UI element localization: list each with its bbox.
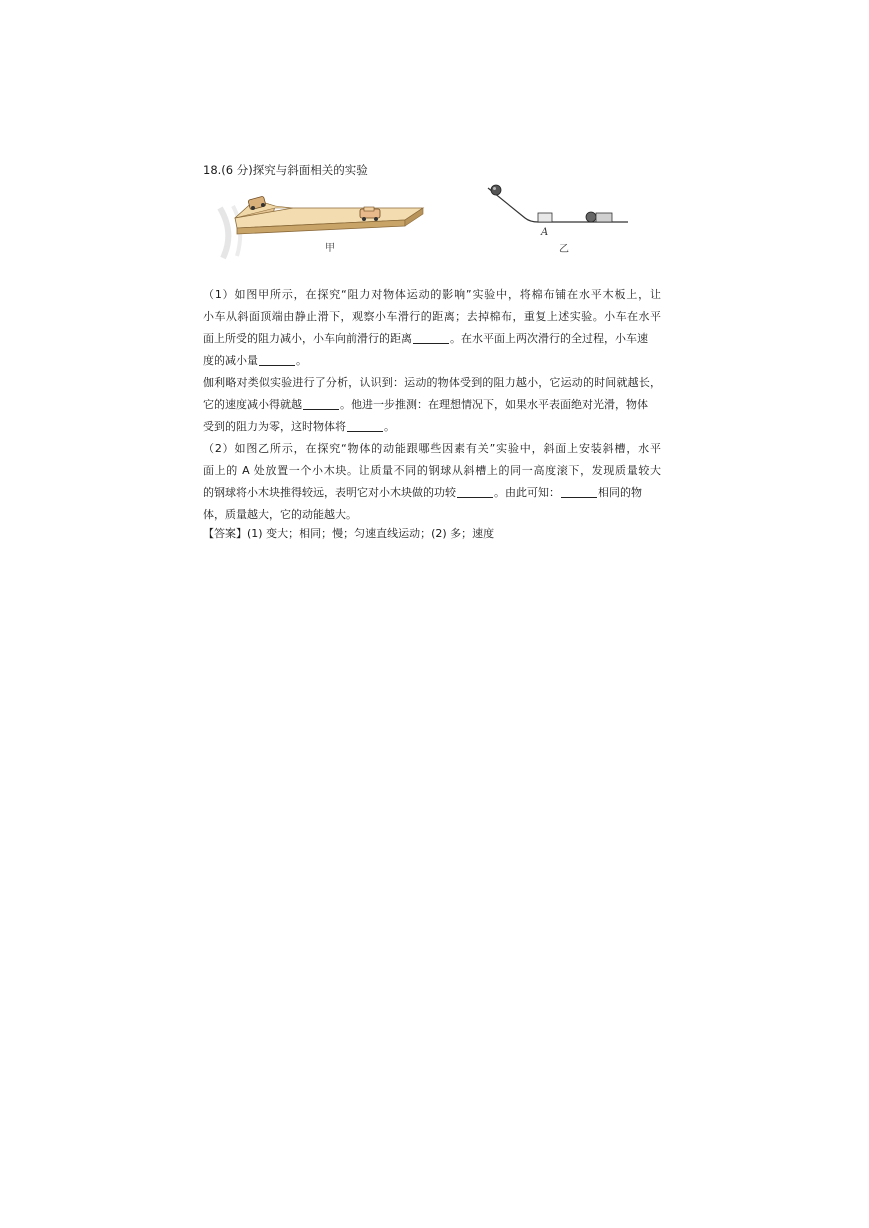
figure-jia bbox=[215, 178, 440, 260]
part2-line3-c: 相同的物 bbox=[598, 486, 642, 499]
ball-highlight bbox=[493, 187, 496, 190]
figure-yi bbox=[470, 178, 640, 260]
part1-line3-b: 。在水平面上两次滑行的全过程，小车速 bbox=[450, 332, 648, 345]
question-title: 18.(6 分)探究与斜面相关的实验 bbox=[203, 163, 368, 177]
slope-ball-diagram bbox=[470, 178, 640, 260]
part1-line7-b: 。 bbox=[384, 420, 395, 433]
answer-line: 【答案】(1) 变大；相同；慢；匀速直线运动；(2) 多；速度 bbox=[203, 527, 495, 540]
part1-line4 bbox=[203, 350, 661, 372]
part1-line6-b: 。他进一步推测：在理想情况下，如果水平表面绝对光滑，物体 bbox=[340, 398, 648, 411]
steel-ball-top bbox=[491, 185, 501, 195]
cart-wheel bbox=[261, 203, 265, 207]
answer-blank-1 bbox=[413, 331, 449, 344]
figure-jia-caption: 甲 bbox=[325, 243, 335, 254]
figure-yi-caption: 乙 bbox=[559, 244, 569, 255]
cart-cabin bbox=[364, 207, 374, 211]
part2-line2: 面上的 A 处放置一个小木块。让质量不同的钢球从斜槽上的同一高度滚下，发现质量较大 bbox=[203, 464, 661, 477]
part2-text bbox=[203, 438, 661, 526]
part1-line1: （1）如图甲所示，在探究“阻力对物体运动的影响”实验中，将棉布铺在水平木板上，让 bbox=[203, 288, 661, 301]
cart-wheel bbox=[251, 206, 255, 210]
part2-line4: 体，质量越大，它的动能越大。 bbox=[203, 508, 357, 521]
answer-blank-4 bbox=[347, 419, 383, 432]
wood-block-pushed bbox=[596, 213, 612, 222]
part1-line5: 伽利略对类似实验进行了分析，认识到：运动的物体受到的阻力越小，它运动的时间就越长， bbox=[203, 376, 661, 389]
answer-blank-6 bbox=[561, 485, 597, 498]
part1-line7-a: 受到的阻力为零，这时物体将 bbox=[203, 420, 346, 433]
part1-line2: 小车从斜面顶端由静止滑下，观察小车滑行的距离；去掉棉布，重复上述实验。小车在水平 bbox=[203, 310, 661, 323]
part2-line3 bbox=[203, 482, 661, 504]
part1-line3 bbox=[203, 328, 661, 350]
answer-blank-5 bbox=[457, 485, 493, 498]
part2-line1: （2）如图乙所示，在探究“物体的动能跟哪些因素有关”实验中，斜面上安装斜槽，水平 bbox=[203, 442, 661, 455]
part1-line4-a: 度的减小量 bbox=[203, 354, 258, 367]
wood-block-A bbox=[538, 213, 552, 222]
watermark-stroke bbox=[220, 208, 228, 258]
cart-wheel bbox=[374, 217, 378, 221]
part1-line3-a: 面上所受的阻力减小，小车向前滑行的距离 bbox=[203, 332, 412, 345]
part1-line7 bbox=[203, 416, 661, 438]
part1-line4-b: 。 bbox=[296, 354, 307, 367]
figure-yi-label-A: A bbox=[541, 227, 549, 238]
part2-line3-a: 的钢球将小木块推得较远，表明它对小木块做的功较 bbox=[203, 486, 456, 499]
part1-line6-a: 它的速度减小得就越 bbox=[203, 398, 302, 411]
answer-blank-2 bbox=[259, 353, 295, 366]
answer-blank-3 bbox=[303, 397, 339, 410]
part1-text bbox=[203, 284, 661, 438]
part1-line6 bbox=[203, 394, 661, 416]
cart-wheel bbox=[362, 217, 366, 221]
part2-line3-b: 。由此可知： bbox=[494, 486, 560, 499]
steel-ball-bottom bbox=[586, 212, 596, 222]
